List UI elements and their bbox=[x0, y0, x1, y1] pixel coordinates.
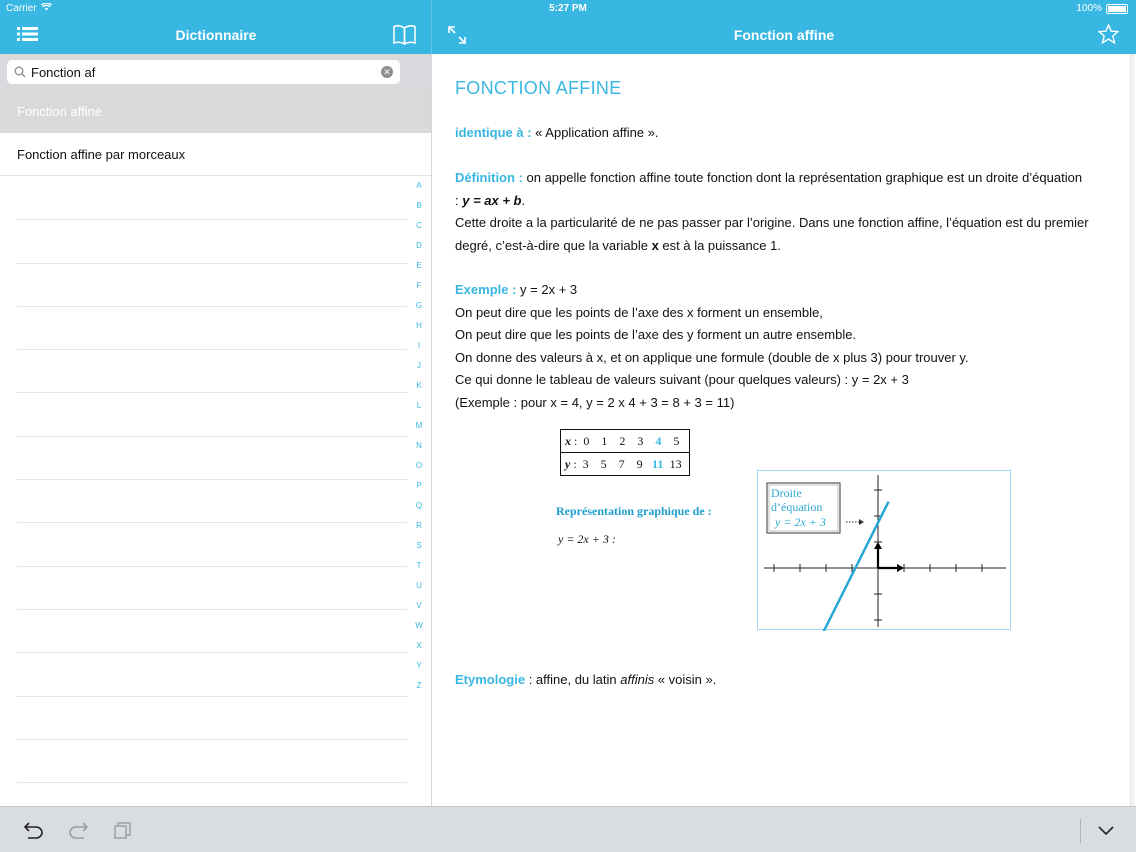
index-letter[interactable]: Y bbox=[416, 661, 422, 670]
definition-formula: y = ax + b bbox=[462, 192, 522, 208]
index-letter[interactable]: H bbox=[416, 321, 422, 330]
index-letter[interactable]: Q bbox=[415, 501, 423, 510]
result-item-selected[interactable]: Fonction affine bbox=[0, 90, 431, 133]
index-letter[interactable]: R bbox=[416, 521, 422, 530]
definition-formula-prefix: : bbox=[455, 192, 463, 208]
index-letter[interactable]: O bbox=[415, 461, 423, 470]
list-item bbox=[17, 350, 407, 393]
index-letter[interactable]: I bbox=[417, 341, 421, 350]
unit-vector-y-head bbox=[874, 542, 882, 549]
etymologie-label: Etymologie bbox=[455, 672, 526, 687]
entry-title: FONCTION AFFINE bbox=[455, 78, 622, 98]
index-letter[interactable]: P bbox=[416, 481, 422, 490]
list-item bbox=[17, 437, 407, 480]
y-label: y bbox=[565, 456, 571, 471]
etymologie-text: : affine, du latin bbox=[525, 672, 621, 687]
index-letter[interactable]: U bbox=[416, 581, 422, 590]
index-letter[interactable]: G bbox=[415, 301, 423, 310]
bottom-toolbar bbox=[0, 806, 1136, 852]
book-icon[interactable] bbox=[393, 24, 416, 50]
identique-text: « Application affine ». bbox=[531, 125, 659, 140]
list-item bbox=[17, 697, 407, 740]
x-value: 0 bbox=[583, 433, 590, 448]
x-value: 2 bbox=[619, 433, 626, 448]
results-list bbox=[0, 90, 431, 176]
index-letter[interactable]: F bbox=[416, 281, 422, 290]
index-letter[interactable]: Z bbox=[416, 681, 422, 690]
value-table bbox=[560, 429, 690, 476]
index-letter[interactable]: C bbox=[416, 221, 422, 230]
toolbar-separator bbox=[1080, 819, 1081, 843]
copy-icon[interactable] bbox=[114, 821, 132, 839]
clear-search-icon[interactable]: ✕ bbox=[381, 66, 393, 78]
search-bar bbox=[0, 54, 431, 90]
example-line: On peut dire que les points de l’axe des x forment un ensemble, bbox=[455, 304, 823, 320]
etymology-paragraph bbox=[455, 669, 1115, 692]
table-row bbox=[561, 430, 690, 453]
graph-label: Représentation graphique de : bbox=[556, 504, 712, 518]
list-item bbox=[17, 220, 407, 263]
star-icon[interactable] bbox=[1098, 24, 1119, 49]
legend-pointer-head bbox=[859, 519, 864, 525]
index-letter[interactable]: L bbox=[416, 401, 422, 410]
empty-list-rows bbox=[17, 177, 407, 783]
definition-paragraph bbox=[455, 167, 1115, 257]
navigation-bar bbox=[0, 0, 1136, 54]
x-value: 5 bbox=[673, 433, 680, 448]
entry-pane bbox=[432, 54, 1136, 806]
definition-label: Définition : bbox=[455, 170, 523, 185]
status-bar bbox=[0, 0, 1136, 18]
index-letter[interactable]: K bbox=[416, 381, 422, 390]
x-label: x bbox=[565, 433, 571, 448]
y-value: 5 bbox=[600, 456, 607, 471]
index-letter[interactable]: B bbox=[416, 201, 422, 210]
definition-line2: Cette droite a la particularité de ne pas passer par l’origine. Dans une fonction affine, l’équation est du premier bbox=[455, 215, 1089, 230]
battery-indicator: 100% bbox=[1076, 3, 1128, 14]
y-value: 13 bbox=[669, 456, 682, 471]
legend-line1: Droite bbox=[771, 486, 802, 500]
y-value: 7 bbox=[618, 456, 625, 471]
example-line: On peut dire que les points de l’axe des y forment un autre ensemble. bbox=[455, 327, 857, 342]
index-letter[interactable]: J bbox=[417, 361, 421, 370]
legend-line2: d’équation bbox=[771, 500, 823, 514]
index-letter[interactable]: N bbox=[416, 441, 422, 450]
scrollbar[interactable] bbox=[1130, 54, 1135, 806]
carrier-label: Carrier bbox=[6, 3, 52, 14]
exemple-label: Exemple : bbox=[455, 282, 517, 297]
example-line: On donne des valeurs à x, et on applique une formule (double de x plus 3) pour trouver y. bbox=[455, 349, 969, 365]
exemple-formula: y = 2x + 3 bbox=[516, 282, 578, 297]
search-pane bbox=[0, 54, 431, 806]
list-item bbox=[17, 740, 407, 783]
y-value: 3 bbox=[582, 456, 589, 471]
left-nav-title: Dictionnaire bbox=[175, 27, 257, 43]
index-letter[interactable]: D bbox=[416, 241, 422, 250]
example-line: (Exemple : pour x = 4, y = 2 x 4 + 3 = 8 + 3 = 11) bbox=[455, 394, 735, 410]
chevron-down-icon[interactable] bbox=[1098, 826, 1114, 836]
list-item bbox=[17, 393, 407, 436]
list-item bbox=[17, 653, 407, 696]
status-time: 5:27 PM bbox=[549, 3, 587, 14]
definition-line3a: degré, c’est-à-dire que la variable bbox=[455, 237, 652, 253]
index-letter[interactable]: T bbox=[416, 561, 422, 570]
search-icon bbox=[14, 66, 26, 78]
identique-paragraph bbox=[455, 122, 1115, 145]
x-value: 1 bbox=[601, 433, 608, 448]
index-letter[interactable]: E bbox=[416, 261, 422, 270]
list-item bbox=[17, 264, 407, 307]
index-letter[interactable]: A bbox=[416, 181, 422, 190]
graph-canvas bbox=[758, 471, 1012, 631]
list-item bbox=[17, 523, 407, 566]
index-letter[interactable]: W bbox=[415, 621, 423, 630]
x-value: 3 bbox=[637, 433, 644, 448]
search-input[interactable] bbox=[31, 62, 371, 82]
etymologie-end: « voisin ». bbox=[654, 672, 717, 687]
index-letter[interactable]: X bbox=[416, 641, 422, 650]
list-item bbox=[17, 177, 407, 220]
index-letter[interactable]: M bbox=[415, 421, 423, 430]
example-paragraph bbox=[455, 279, 1115, 414]
definition-variable: x bbox=[651, 237, 659, 253]
identique-label: identique à : bbox=[455, 125, 532, 140]
list-item bbox=[17, 567, 407, 610]
function-graph bbox=[757, 470, 1011, 630]
redo-icon[interactable] bbox=[68, 821, 88, 839]
table-row bbox=[561, 453, 690, 476]
list-item bbox=[17, 480, 407, 523]
legend-line3: y = 2x + 3 bbox=[775, 515, 826, 529]
unit-vector-x-head bbox=[897, 564, 904, 572]
result-item[interactable]: Fonction affine par morceaux bbox=[0, 133, 431, 176]
index-letter[interactable]: S bbox=[416, 541, 422, 550]
etymologie-word: affinis bbox=[620, 672, 655, 687]
x-value-highlight: 4 bbox=[655, 433, 662, 448]
entry-nav-title: Fonction affine bbox=[733, 27, 835, 43]
table-cell: y : 3 5 7 9 11 13 bbox=[561, 453, 690, 476]
y-value: 9 bbox=[636, 456, 643, 471]
definition-line3b: est à la puissance 1. bbox=[658, 237, 781, 253]
search-field[interactable] bbox=[7, 60, 400, 84]
undo-icon[interactable] bbox=[24, 821, 44, 839]
definition-text: on appelle fonction affine toute fonction dont la représentation graphique est un droite d’équation bbox=[522, 170, 1083, 185]
battery-icon bbox=[1106, 4, 1128, 14]
index-letter[interactable]: V bbox=[416, 601, 422, 610]
y-value-highlight: 11 bbox=[652, 456, 664, 471]
list-item bbox=[17, 610, 407, 653]
list-item bbox=[17, 307, 407, 350]
table-cell: x : 0 1 2 3 4 5 bbox=[561, 430, 690, 453]
alphabet-index[interactable] bbox=[410, 176, 428, 696]
graph-equation: y = 2x + 3 : bbox=[558, 532, 616, 546]
example-line: Ce qui donne le tableau de valeurs suivant (pour quelques valeurs) : y = 2x + 3 bbox=[455, 372, 909, 387]
definition-end: . bbox=[521, 192, 526, 208]
